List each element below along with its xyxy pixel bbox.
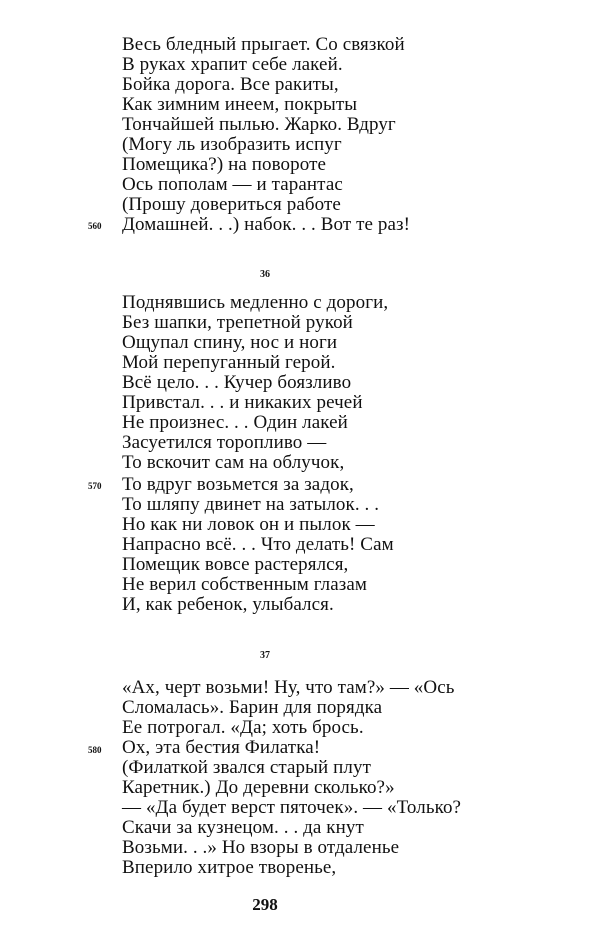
verse-line: Поднявшись медленно с дороги, xyxy=(122,292,389,313)
line-number: 580 xyxy=(88,745,102,755)
verse-line: Вперило хитрое творенье, xyxy=(122,857,337,878)
verse-line: Напрасно всё. . . Что делать! Сам xyxy=(122,534,394,555)
stanza-number: 36 xyxy=(260,269,270,280)
verse-line: Ось пополам — и тарантас xyxy=(122,174,343,195)
verse-line: Ее потрогал. «Да; хоть брось. xyxy=(122,717,364,738)
verse-line: То вскочит сам на облучок, xyxy=(122,452,345,473)
verse-line: Не верил собственным глазам xyxy=(122,574,368,595)
verse-line: (Прошу довериться работе xyxy=(122,194,341,215)
verse-line: То вдруг возьмется за задок, xyxy=(122,474,354,495)
verse-line: Помещика?) на повороте xyxy=(122,154,327,175)
verse-line: То шляпу двинет на затылок. . . xyxy=(122,494,380,515)
verse-line: (Могу ль изобразить испуг xyxy=(122,134,342,155)
verse-line: Весь бледный прыгает. Со связкой xyxy=(122,34,405,55)
verse-line: Ощупал спину, нос и ноги xyxy=(122,332,338,353)
verse-line: Скачи за кузнецом. . . да кнут xyxy=(122,817,364,838)
verse-line: (Филаткой звался старый плут xyxy=(122,757,371,778)
verse-line: Возьми. . .» Но взоры в отдаленье xyxy=(122,837,400,858)
verse-line: — «Да будет верст пяточек». — «Только? xyxy=(122,797,462,818)
verse-line: Всё цело. . . Кучер боязливо xyxy=(122,372,352,393)
verse-line: Без шапки, трепетной рукой xyxy=(122,312,353,333)
verse-line: Засуетился торопливо — xyxy=(122,432,327,453)
verse-line: «Ах, черт возьми! Ну, что там?» — «Ось xyxy=(122,677,455,698)
verse-line: И, как ребенок, улыбался. xyxy=(122,594,334,615)
stanza-number: 37 xyxy=(260,650,270,661)
verse-line: Мой перепуганный герой. xyxy=(122,352,336,373)
verse-line: Домашней. . .) набок. . . Вот те раз! xyxy=(122,214,411,235)
verse-line: Ох, эта бестия Филатка! xyxy=(122,737,321,758)
verse-line: Тончайшей пылью. Жарко. Вдруг xyxy=(122,114,396,135)
verse-line: В руках храпит себе лакей. xyxy=(122,54,343,75)
page-number: 298 xyxy=(252,895,278,914)
line-number: 560 xyxy=(88,221,102,231)
verse-line: Не произнес. . . Один лакей xyxy=(122,412,348,433)
verse-line: Привстал. . . и никаких речей xyxy=(122,392,363,413)
verse-line: Сломалась». Барин для порядка xyxy=(122,697,383,718)
verse-line: Но как ни ловок он и пылок — xyxy=(122,514,375,535)
verse-line: Бойка дорога. Все ракиты, xyxy=(122,74,339,95)
verse-line: Помещик вовсе растерялся, xyxy=(122,554,349,575)
verse-line: Как зимним инеем, покрыты xyxy=(122,94,358,115)
verse-line: Каретник.) До деревни сколько?» xyxy=(122,777,395,798)
line-number: 570 xyxy=(88,481,102,491)
